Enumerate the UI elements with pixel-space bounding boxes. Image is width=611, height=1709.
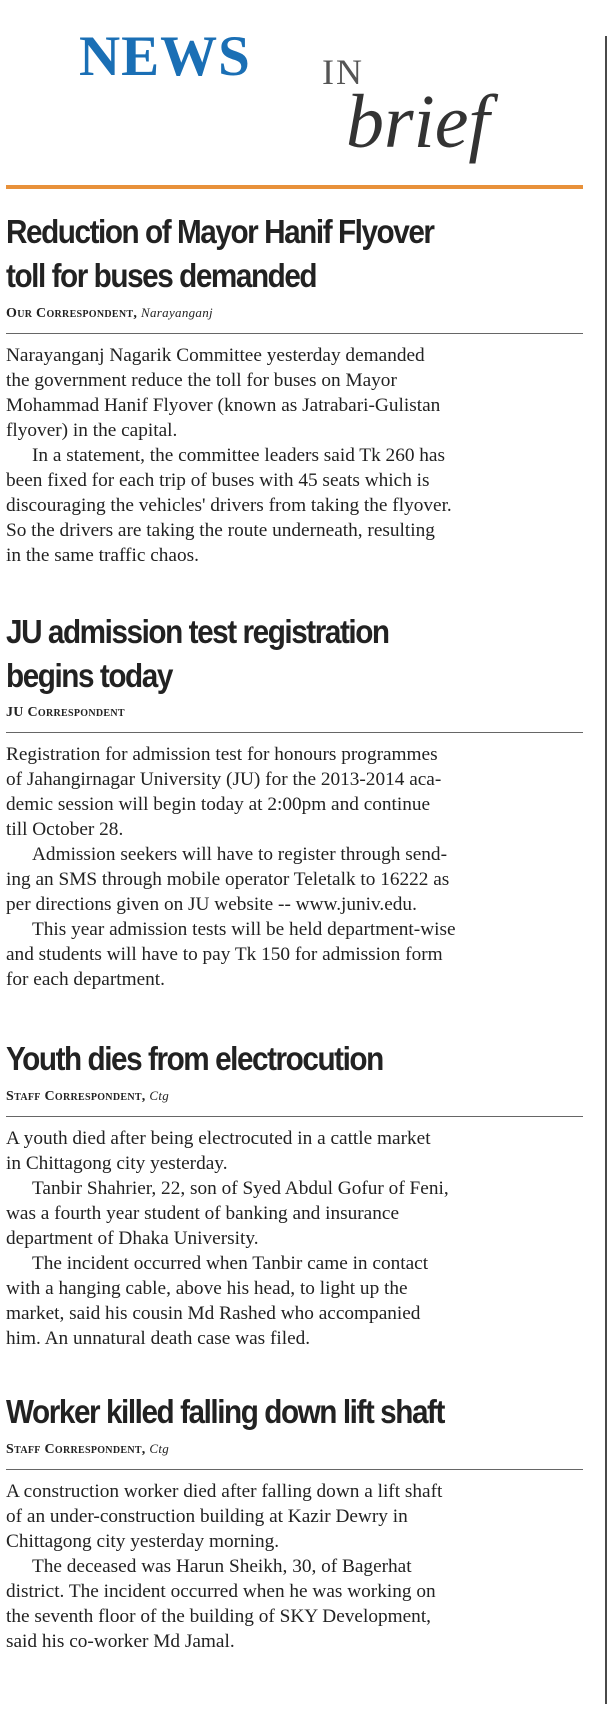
masthead-rule [6, 185, 583, 189]
article-paragraph: Tanbir Shahrier, 22, son of Syed Abdul Gofur of Feni, was a fourth year student of banking and insurance department of Dhaka University. [6, 1178, 449, 1249]
masthead-news: NEWS [79, 25, 251, 88]
divider [6, 732, 583, 733]
article-paragraph: The deceased was Harun Sheikh, 30, of Bagerhat district. The incident occurred when he was working on the seventh floor of the building of SKY Development, said his co-worker Md Jamal. [6, 1556, 436, 1652]
article-electrocution [6, 1037, 583, 1351]
news-page [6, 0, 598, 1652]
byline-location: Ctg [149, 1088, 170, 1103]
article-paragraph: The incident occurred when Tanbir came in contact with a hanging cable, above his head, to light up the market, said his cousin Md Rashed who accompanied him. An unnatural death case was filed. [6, 1253, 429, 1349]
article-flyover-toll [6, 210, 583, 568]
column-divider [605, 36, 607, 1704]
article-paragraph: A construction worker died after falling down a lift shaft of an under-construction building at Kazir Dewry in Chittagong city yesterday morning. [6, 1481, 443, 1552]
article-paragraph: Narayanganj Nagarik Committee yesterday demanded the government reduce the toll for buses on Mayor Mohammad Hanif Flyover (known as Jatrabari-Gulistan flyover) in the capital. [6, 345, 441, 441]
divider [6, 333, 583, 334]
article-paragraph: Admission seekers will have to register through send- ing an SMS through mobile operator Teletalk to 16222 as per directions given on JU website -- www.juniv.edu. [6, 844, 450, 915]
article-paragraph: Registration for admission test for honours programmes of Jahangirnagar University (JU) for the 2013-2014 aca- demic session will begin today at 2:00pm and continue till October 28. [6, 744, 442, 840]
byline-location: Ctg [149, 1441, 170, 1456]
byline-location: Narayanganj [141, 305, 213, 320]
article-lift-shaft [6, 1390, 583, 1654]
article-headline: Worker killed falling down lift shaft [6, 1393, 444, 1430]
masthead [6, 0, 598, 180]
article-paragraph: In a statement, the committee leaders said Tk 260 has been fixed for each trip of buses with 45 seats which is discouraging the vehicles' drivers from taking the flyover. So the drivers are taking the route underneath, resulting in the same traffic chaos. [6, 445, 452, 566]
article-byline [6, 704, 583, 722]
byline-author: JU Correspondent [6, 705, 125, 720]
masthead-brief: brief [346, 80, 490, 164]
article-byline [6, 1087, 583, 1106]
article-headline: Youth dies from electrocution [6, 1040, 383, 1077]
byline-author: Our Correspondent, [6, 306, 138, 321]
divider [6, 1469, 583, 1470]
byline-author: Staff Correspondent, [6, 1089, 146, 1104]
article-ju-admission [6, 610, 583, 992]
article-paragraph: A youth died after being electrocuted in a cattle market in Chittagong city yesterday. [6, 1128, 431, 1174]
article-paragraph: This year admission tests will be held department-wise and students will have to pay Tk 150 for admission form for each department. [6, 919, 456, 990]
article-headline: Reduction of Mayor Hanif Flyover toll for buses demanded [6, 213, 434, 294]
masthead-in: IN [322, 52, 364, 92]
byline-author: Staff Correspondent, [6, 1442, 146, 1457]
divider [6, 1116, 583, 1117]
article-headline: JU admission test registration begins today [6, 613, 389, 694]
article-byline [6, 1440, 583, 1459]
article-byline [6, 304, 583, 323]
